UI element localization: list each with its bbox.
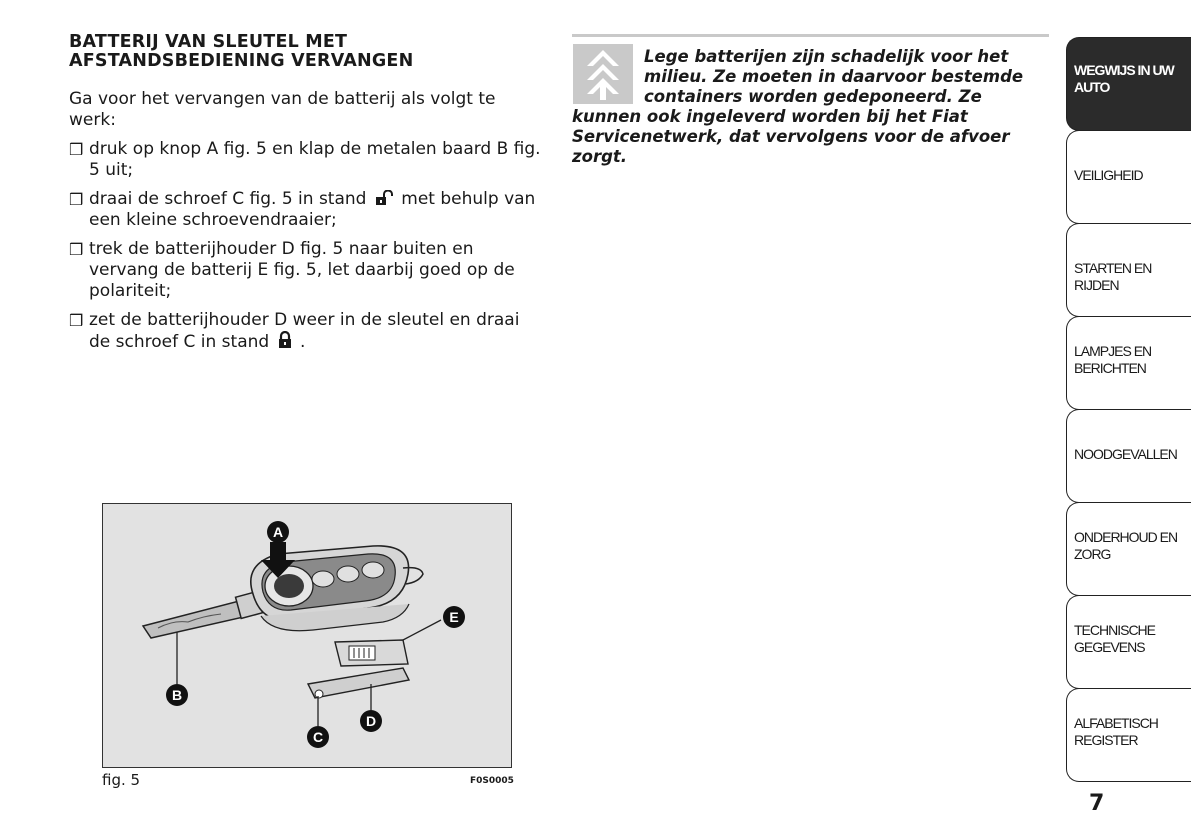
note-line: kunnen ook ingeleverd worden bij het Fiat	[572, 107, 968, 126]
key-figure	[102, 503, 512, 768]
tab-veiligheid[interactable]	[1066, 130, 1191, 224]
callout-d	[360, 710, 382, 732]
checkbox-bullet-icon: ❒	[69, 311, 84, 330]
note-line: Lege batterijen zijn schadelijk voor het	[644, 47, 1009, 66]
battery-holder	[308, 640, 409, 698]
step-text: trek de batterijhouder D fig. 5 naar buiten en vervang de batterij E fig. 5, let daarbij goed op de polariteit;	[89, 239, 515, 301]
step-text-after: .	[300, 332, 306, 352]
tab-onderhoud-en-zorg[interactable]	[1066, 502, 1191, 596]
step-text-before: draai de schroef C fig. 5 in stand	[89, 189, 367, 209]
step-text-after: met behulp van een kleine schroevendraaier;	[89, 189, 536, 230]
tab-alfabetisch-register[interactable]	[1066, 688, 1191, 782]
tab-label: TECHNISCHE GEGEVENS	[1074, 622, 1156, 655]
svg-text:A: A	[272, 524, 284, 540]
svg-text:C: C	[312, 729, 324, 745]
list-item	[69, 310, 545, 353]
chapter-tabs	[1066, 37, 1191, 781]
tab-label: LAMPJES EN BERICHTEN	[1074, 343, 1152, 376]
key-illustration	[103, 504, 511, 767]
note-line: Servicenetwerk, dat vervolgens voor de afvoer	[572, 127, 1010, 146]
list-item	[69, 139, 545, 181]
tab-label: ONDERHOUD EN ZORG	[1074, 529, 1178, 562]
figure-code: F0S0005	[470, 776, 514, 786]
note-line: milieu. Ze moeten in daarvoor bestemde	[644, 67, 1024, 86]
tab-label: NOODGEVALLEN	[1074, 446, 1177, 462]
note-line: zorgt.	[572, 147, 628, 166]
callout-e	[443, 606, 465, 628]
svg-text:B: B	[171, 687, 183, 703]
lock-icon	[278, 331, 292, 349]
unlock-icon	[375, 190, 393, 206]
key-blade	[143, 592, 262, 638]
tab-label: WEGWIJS IN UW AUTO	[1074, 62, 1174, 95]
callout-b	[166, 684, 188, 706]
checkbox-bullet-icon: ❒	[69, 240, 84, 259]
svg-text:E: E	[449, 609, 459, 625]
tab-wegwijs-in-uw-auto[interactable]	[1066, 37, 1191, 131]
page-number: 7	[1089, 791, 1105, 816]
checkbox-bullet-icon: ❒	[69, 190, 84, 209]
callout-c	[307, 726, 329, 748]
tab-label: STARTEN EN RIJDEN	[1074, 260, 1152, 293]
tab-label: VEILIGHEID	[1074, 167, 1143, 183]
checkbox-bullet-icon: ❒	[69, 140, 84, 159]
figure-caption: fig. 5	[102, 771, 141, 789]
steps-list	[69, 139, 545, 361]
tab-technische-gegevens[interactable]	[1066, 595, 1191, 689]
tab-starten-en-rijden[interactable]	[1066, 223, 1191, 317]
note-divider	[572, 34, 1049, 37]
svg-text:D: D	[365, 713, 377, 729]
step-text: druk op knop A fig. 5 en klap de metalen baard B fig. 5 uit;	[89, 139, 541, 180]
list-item	[69, 189, 545, 231]
environment-note	[572, 47, 1042, 167]
step-text-before: zet de batterijhouder D weer in de sleutel en draai de schroef C in stand	[89, 310, 520, 352]
note-line: containers worden gedeponeerd. Ze	[644, 87, 982, 106]
list-item	[69, 239, 545, 302]
tab-lampjes-en-berichten[interactable]	[1066, 316, 1191, 410]
intro-paragraph: Ga voor het vervangen van de batterij als volgt te werk:	[69, 89, 496, 130]
tab-label: ALFABETISCH REGISTER	[1074, 715, 1158, 748]
tab-noodgevallen[interactable]	[1066, 409, 1191, 503]
callout-a	[267, 521, 289, 543]
section-heading: BATTERIJ VAN SLEUTEL MET AFSTANDSBEDIENING VERVANGEN	[69, 32, 414, 71]
